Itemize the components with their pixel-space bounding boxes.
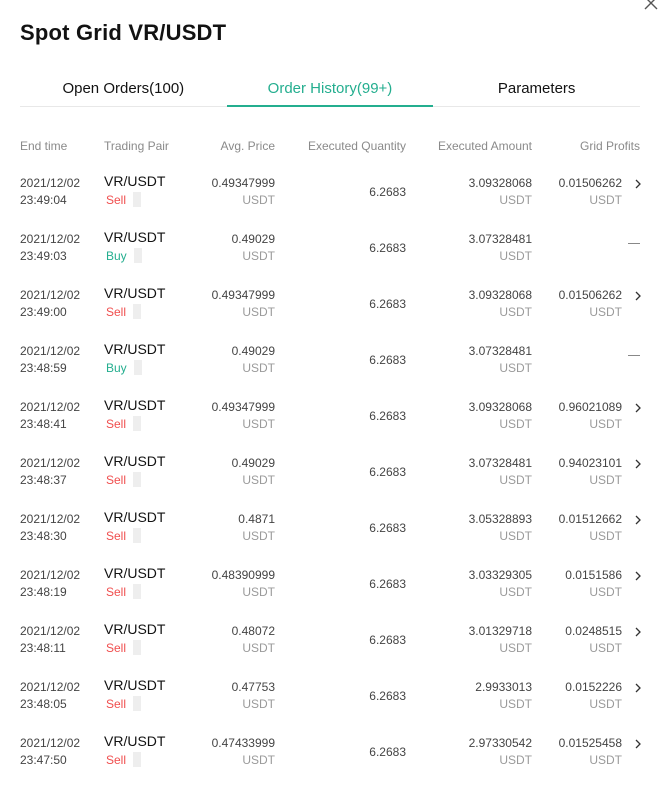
end-time-cell	[20, 343, 80, 377]
chevron-right-icon[interactable]	[634, 291, 642, 301]
end-time: 23:48:59	[20, 361, 67, 375]
executed-quantity-value: 6.2683	[369, 409, 406, 423]
end-time-cell	[20, 511, 80, 545]
executed-quantity-value: 6.2683	[369, 353, 406, 367]
chevron-right-icon[interactable]	[634, 571, 642, 581]
chevron-right-icon[interactable]	[634, 739, 642, 749]
executed-amount-cell	[469, 623, 532, 657]
avg-price-cell	[238, 511, 275, 545]
avg-price-cell	[212, 175, 275, 209]
executed-amount-unit: USDT	[499, 529, 532, 543]
end-date: 2021/12/02	[20, 568, 81, 582]
avg-price-unit: USDT	[242, 473, 275, 487]
end-time: 23:48:37	[20, 473, 67, 487]
table-row[interactable]	[0, 618, 664, 674]
grid-profit-value: 0.0152226	[565, 680, 622, 694]
end-time-cell	[20, 623, 80, 657]
grid-profit-unit: USDT	[589, 753, 622, 767]
close-icon[interactable]	[642, 0, 660, 12]
pair-name: VR/USDT	[104, 565, 166, 581]
avg-price-value: 0.47753	[231, 680, 275, 694]
side-indicator	[133, 416, 141, 431]
side-indicator	[133, 696, 141, 711]
grid-profit-value: 0.96021089	[558, 400, 622, 414]
pair-name: VR/USDT	[104, 677, 166, 693]
executed-quantity-value: 6.2683	[369, 297, 406, 311]
table-row[interactable]	[0, 394, 664, 450]
end-time-cell	[20, 287, 80, 321]
avg-price-unit: USDT	[242, 585, 275, 599]
avg-price-value: 0.49029	[231, 456, 275, 470]
side-indicator	[134, 248, 142, 263]
avg-price-value: 0.49029	[231, 344, 275, 358]
executed-quantity-value: 6.2683	[369, 689, 406, 703]
executed-quantity-value: 6.2683	[369, 633, 406, 647]
end-date: 2021/12/02	[20, 680, 81, 694]
avg-price-unit: USDT	[242, 697, 275, 711]
header-executed-quantity: Executed Quantity	[307, 139, 406, 153]
grid-profit-unit: USDT	[589, 641, 622, 655]
side-indicator	[133, 528, 141, 543]
no-profit-dash	[628, 243, 640, 244]
grid-profit-unit: USDT	[589, 193, 622, 207]
no-profit-dash	[628, 355, 640, 356]
grid-profit-value: 0.01506262	[558, 176, 622, 190]
grid-profit-value: 0.01506262	[558, 288, 622, 302]
executed-amount-unit: USDT	[499, 641, 532, 655]
avg-price-unit: USDT	[242, 753, 275, 767]
end-time-cell	[20, 175, 80, 209]
end-time: 23:49:04	[20, 193, 67, 207]
executed-amount-cell	[469, 287, 532, 321]
executed-amount-unit: USDT	[499, 249, 532, 263]
table-row[interactable]	[0, 338, 664, 394]
end-time-cell	[20, 231, 80, 265]
table-header	[0, 139, 664, 157]
modal-title: Spot Grid VR/USDT	[20, 20, 227, 45]
avg-price-cell	[212, 287, 275, 321]
side-badge: Sell	[106, 305, 127, 319]
executed-amount-unit: USDT	[499, 697, 532, 711]
pair-name: VR/USDT	[104, 285, 166, 301]
executed-amount-cell	[469, 175, 532, 209]
end-time-cell	[20, 567, 80, 601]
trading-pair-cell	[104, 341, 165, 377]
trading-pair-cell	[104, 565, 165, 601]
side-indicator	[133, 584, 141, 599]
header-executed-amount: Executed Amount	[437, 139, 532, 153]
executed-amount-value: 3.09328068	[468, 176, 532, 190]
grid-profit-unit: USDT	[589, 473, 622, 487]
side-badge: Sell	[106, 753, 127, 767]
executed-amount-value: 3.05328893	[468, 512, 532, 526]
executed-amount-cell	[469, 231, 532, 265]
grid-profit-unit: USDT	[589, 697, 622, 711]
avg-price-unit: USDT	[242, 529, 275, 543]
table-row[interactable]	[0, 226, 664, 282]
end-time: 23:49:03	[20, 249, 67, 263]
executed-amount-value: 3.07328481	[468, 232, 532, 246]
table-row[interactable]	[0, 170, 664, 226]
executed-amount-unit: USDT	[499, 473, 532, 487]
end-time-cell	[20, 735, 80, 769]
table-row[interactable]	[0, 450, 664, 506]
executed-amount-value: 2.9933013	[475, 680, 532, 694]
header-grid-profits: Grid Profits	[579, 139, 640, 153]
executed-quantity-value: 6.2683	[369, 465, 406, 479]
avg-price-value: 0.49347999	[211, 400, 275, 414]
grid-profit-value: 0.01525458	[558, 736, 622, 750]
executed-amount-cell	[475, 679, 532, 713]
end-date: 2021/12/02	[20, 288, 81, 302]
executed-amount-unit: USDT	[499, 585, 532, 599]
end-time-cell	[20, 679, 80, 713]
side-indicator	[133, 192, 141, 207]
executed-amount-cell	[469, 399, 532, 433]
avg-price-unit: USDT	[242, 641, 275, 655]
grid-profit-cell	[559, 455, 622, 489]
executed-amount-unit: USDT	[499, 753, 532, 767]
tab-order-history[interactable]: Order History(99+)	[227, 70, 434, 106]
side-indicator	[133, 752, 141, 767]
avg-price-unit: USDT	[242, 361, 275, 375]
trading-pair-cell	[104, 621, 165, 657]
grid-profit-unit: USDT	[589, 529, 622, 543]
tab-open-orders[interactable]: Open Orders(100)	[62, 79, 185, 97]
side-badge: Sell	[106, 193, 127, 207]
executed-amount-unit: USDT	[499, 361, 532, 375]
side-badge: Sell	[106, 529, 127, 543]
executed-amount-cell	[469, 567, 532, 601]
grid-profit-cell	[559, 735, 622, 769]
pair-name: VR/USDT	[104, 733, 166, 749]
table-row[interactable]	[0, 562, 664, 618]
end-time: 23:48:05	[20, 697, 67, 711]
pair-name: VR/USDT	[104, 621, 166, 637]
chevron-right-icon[interactable]	[634, 683, 642, 693]
pair-name: VR/USDT	[104, 341, 166, 357]
side-badge: Sell	[106, 697, 127, 711]
avg-price-value: 0.49347999	[211, 288, 275, 302]
avg-price-value: 0.48072	[231, 624, 275, 638]
side-indicator	[133, 304, 141, 319]
avg-price-cell	[212, 399, 275, 433]
executed-amount-value: 3.09328068	[468, 288, 532, 302]
side-badge: Buy	[106, 361, 127, 375]
header-trading-pair: Trading Pair	[104, 139, 169, 153]
grid-profit-cell	[559, 287, 622, 321]
avg-price-value: 0.49347999	[211, 176, 275, 190]
end-date: 2021/12/02	[20, 400, 81, 414]
end-time: 23:47:50	[20, 753, 67, 767]
end-date: 2021/12/02	[20, 736, 81, 750]
side-badge: Sell	[106, 473, 127, 487]
end-time: 23:48:19	[20, 585, 67, 599]
grid-profit-value: 0.0151586	[565, 568, 622, 582]
end-date: 2021/12/02	[20, 456, 81, 470]
grid-profit-value: 0.0248515	[565, 624, 622, 638]
executed-quantity-value: 6.2683	[369, 241, 406, 255]
pair-name: VR/USDT	[104, 509, 166, 525]
avg-price-cell	[212, 567, 275, 601]
grid-profit-cell	[565, 679, 622, 713]
side-indicator	[133, 640, 141, 655]
executed-amount-value: 3.07328481	[468, 344, 532, 358]
trading-pair-cell	[104, 285, 165, 321]
executed-amount-cell	[469, 511, 532, 545]
executed-amount-cell	[469, 343, 532, 377]
avg-price-value: 0.4871	[238, 512, 275, 526]
executed-quantity-value: 6.2683	[369, 185, 406, 199]
pair-name: VR/USDT	[104, 173, 166, 189]
end-date: 2021/12/02	[20, 344, 81, 358]
end-time: 23:48:11	[20, 641, 66, 655]
side-badge: Buy	[106, 249, 127, 263]
avg-price-value: 0.47433999	[211, 736, 275, 750]
executed-quantity-value: 6.2683	[369, 521, 406, 535]
chevron-right-icon[interactable]	[634, 515, 642, 525]
side-indicator	[133, 472, 141, 487]
avg-price-cell	[232, 623, 275, 657]
grid-profit-cell	[559, 511, 622, 545]
executed-amount-cell	[469, 735, 532, 769]
header-avg-price: Avg. Price	[220, 139, 275, 153]
end-time: 23:49:00	[20, 305, 67, 319]
end-date: 2021/12/02	[20, 176, 81, 190]
grid-profit-cell	[565, 567, 622, 601]
end-date: 2021/12/02	[20, 232, 81, 246]
table-row[interactable]	[0, 674, 664, 730]
pair-name: VR/USDT	[104, 229, 166, 245]
grid-profit-cell	[559, 175, 622, 209]
avg-price-value: 0.48390999	[211, 568, 275, 582]
avg-price-cell	[212, 735, 275, 769]
executed-amount-unit: USDT	[499, 193, 532, 207]
executed-quantity-value: 6.2683	[369, 577, 406, 591]
chevron-right-icon[interactable]	[634, 459, 642, 469]
grid-profit-unit: USDT	[589, 305, 622, 319]
end-time-cell	[20, 399, 80, 433]
avg-price-cell	[232, 231, 275, 265]
avg-price-cell	[232, 679, 275, 713]
end-time-cell	[20, 455, 80, 489]
side-badge: Sell	[106, 641, 127, 655]
trading-pair-cell	[104, 229, 165, 265]
executed-amount-value: 3.09328068	[468, 400, 532, 414]
avg-price-cell	[232, 455, 275, 489]
grid-profit-cell	[565, 623, 622, 657]
avg-price-cell	[232, 343, 275, 377]
avg-price-unit: USDT	[242, 249, 275, 263]
executed-amount-value: 3.01329718	[468, 624, 532, 638]
trading-pair-cell	[104, 173, 165, 209]
grid-profit-unit: USDT	[589, 585, 622, 599]
order-history-table	[0, 170, 664, 786]
pair-name: VR/USDT	[104, 453, 166, 469]
grid-profit-value: 0.01512662	[558, 512, 622, 526]
executed-amount-value: 3.03329305	[468, 568, 532, 582]
side-indicator	[134, 360, 142, 375]
avg-price-value: 0.49029	[231, 232, 275, 246]
trading-pair-cell	[104, 733, 165, 769]
avg-price-unit: USDT	[242, 193, 275, 207]
chevron-right-icon[interactable]	[634, 403, 642, 413]
trading-pair-cell	[104, 397, 165, 433]
chevron-right-icon[interactable]	[634, 179, 642, 189]
chevron-right-icon[interactable]	[634, 627, 642, 637]
executed-amount-value: 3.07328481	[468, 456, 532, 470]
side-badge: Sell	[106, 585, 127, 599]
grid-profit-value: 0.94023101	[558, 456, 622, 470]
executed-amount-unit: USDT	[499, 417, 532, 431]
header-end-time: End time	[20, 139, 68, 153]
end-date: 2021/12/02	[20, 624, 81, 638]
end-time: 23:48:30	[20, 529, 67, 543]
trading-pair-cell	[104, 509, 165, 545]
trading-pair-cell	[104, 453, 165, 489]
table-row[interactable]	[0, 282, 664, 338]
executed-quantity-value: 6.2683	[369, 745, 406, 759]
grid-profit-cell	[559, 399, 622, 433]
avg-price-unit: USDT	[242, 417, 275, 431]
trading-pair-cell	[104, 677, 165, 713]
executed-amount-cell	[469, 455, 532, 489]
end-time: 23:48:41	[20, 417, 67, 431]
table-row[interactable]	[0, 730, 664, 786]
executed-amount-unit: USDT	[499, 305, 532, 319]
executed-amount-value: 2.97330542	[468, 736, 532, 750]
table-row[interactable]	[0, 506, 664, 562]
end-date: 2021/12/02	[20, 512, 81, 526]
tab-bar	[20, 70, 640, 107]
avg-price-unit: USDT	[242, 305, 275, 319]
tab-parameters[interactable]: Parameters	[497, 79, 576, 97]
grid-profit-unit: USDT	[589, 417, 622, 431]
side-badge: Sell	[106, 417, 127, 431]
pair-name: VR/USDT	[104, 397, 166, 413]
